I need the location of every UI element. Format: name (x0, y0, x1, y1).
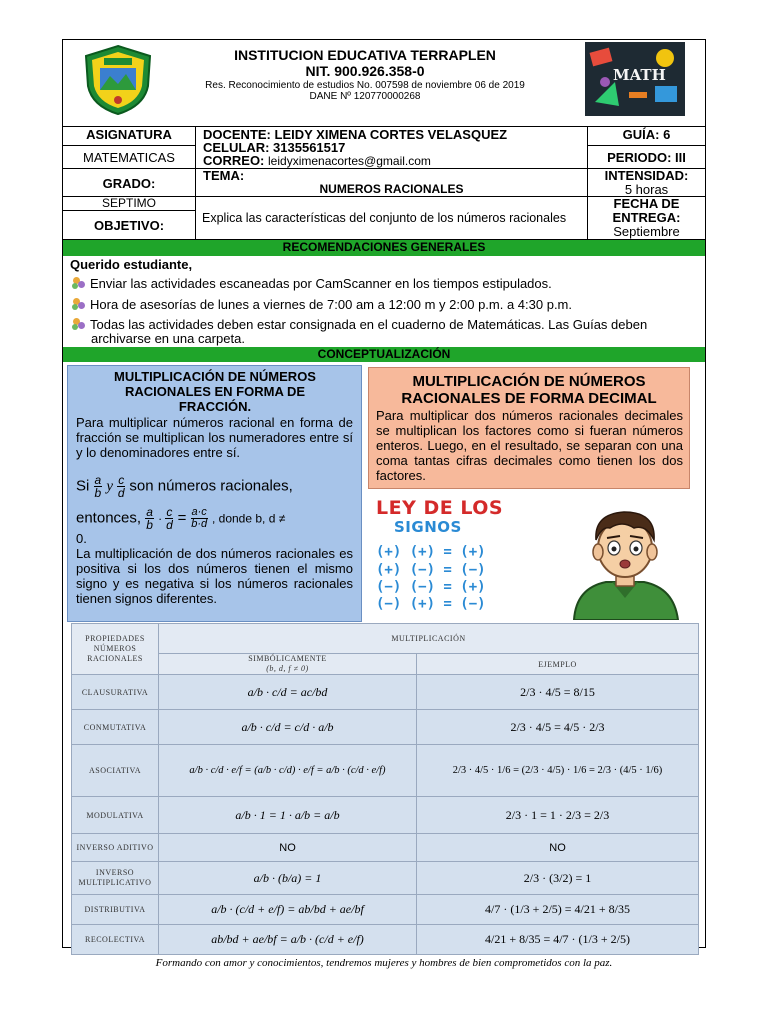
flower-bullet-icon (72, 298, 88, 311)
header-multiplication: MULTIPLICACIÓN (159, 624, 699, 654)
grado-value: SEPTIMO (101, 196, 156, 210)
docente-name: DOCENTE: LEIDY XIMENA CORTES VELASQUEZ (203, 127, 508, 142)
flower-bullet-icon (72, 318, 88, 331)
docente-celular: CELULAR: 3135561517 (203, 140, 346, 155)
fraction-box-title-2: RACIONALES EN FORMA DE (124, 384, 306, 399)
recomendaciones-greeting: Querido estudiante, (70, 257, 193, 272)
header-symbolic: SIMBÓLICAMENTE (b, d, f ≠ 0) (159, 654, 417, 675)
signs-title-1: LEY DE LOS (376, 497, 504, 519)
recomendacion-item-2: Hora de asesorías de lunes a viernes de 7:00 am a 12:00 m y 2:00 p.m. a 4:30 p.m. (72, 297, 692, 312)
math-logo (585, 42, 685, 116)
table-row: ASOCIATIVA a/b · c/d · e/f = (a/b · c/d) · e/f = a/b · (c/d · e/f) 2/3 · 4/5 · 1/6 = (2/3 · 4/5) · 1/6 = 2/3 · (4/5 · 1/6) (72, 745, 699, 797)
fraction-box-title-3: FRACCIÓN. (178, 399, 252, 414)
table-row: INVERSO MULTIPLICATIVO a/b · (b/a) = 1 2/3 · (3/2) = 1 (72, 862, 699, 895)
recomendacion-item-3-cont: archivarse en una carpeta. (91, 331, 245, 346)
fraction-box-p2: La multiplicación de dos números racionales es positiva si los dos números tienen el mismo signo y es negativa si los números racionales tienen signos diferentes. (76, 546, 353, 606)
math-logo-text: MATH (613, 66, 666, 84)
correo-label: CORREO: (203, 153, 265, 168)
signs-row-3: (−) (−) = (+) (376, 579, 486, 595)
signs-row-4: (−) (+) = (−) (376, 596, 486, 612)
tema-label: TEMA: (203, 168, 245, 183)
decimal-box-title-2: RACIONALES DE FORMA DECIMAL (401, 390, 657, 407)
correo-value: leidyximenacortes@gmail.com (268, 154, 431, 168)
school-name: INSTITUCION EDUCATIVA TERRAPLEN (234, 47, 496, 63)
conceptualizacion-bar (63, 347, 705, 362)
table-row: DISTRIBUTIVA a/b · (c/d + e/f) = ab/bd + ae/bf 4/7 · (1/3 + 2/5) = 4/21 + 8/35 (72, 895, 699, 925)
objetivo-value: Explica las características del conjunto de los números racionales (202, 211, 567, 225)
periodo: PERIODO: III (607, 150, 686, 165)
school-logo (78, 44, 158, 116)
intensidad-value: 5 horas (624, 182, 669, 197)
flower-bullet-icon (72, 277, 88, 290)
recomendacion-item-1: Enviar las actividades escaneadas por CamScanner en los tiempos estipulados. (72, 276, 692, 291)
fraction-definition: Si $\frac{a}{b}$ y $\frac{c}{d}$ son números racionales, (76, 473, 293, 500)
signs-title-2: SIGNOS (394, 518, 462, 536)
fraction-box-title-1: MULTIPLICACIÓN DE NÚMEROS (114, 369, 316, 384)
conceptualizacion-title: CONCEPTUALIZACIÓN (317, 347, 451, 361)
objetivo-label: OBJETIVO: (93, 218, 165, 233)
recomendaciones-bar (63, 240, 705, 256)
signs-row-1: (+) (+) = (+) (376, 544, 486, 560)
table-row: RECOLECTIVA ab/bd + ae/bf = a/b · (c/d + e/f) 4/21 + 8/35 = 4/7 · (1/3 + 2/5) (72, 925, 699, 955)
properties-table (71, 623, 699, 955)
table-row: MODULATIVA a/b · 1 = 1 · a/b = a/b 2/3 · 1 = 1 · 2/3 = 2/3 (72, 797, 699, 834)
decimal-box-title-1: MULTIPLICACIÓN DE NÚMEROS (412, 373, 646, 390)
docente-correo (203, 153, 431, 168)
fraction-a-over-b: $\frac{a}{b}$ (94, 473, 102, 500)
school-resolution: Res. Reconocimiento de estudios No. 007598 de noviembre 06 de 2019 (205, 80, 525, 91)
intensidad-label: INTENSIDAD: (604, 168, 689, 183)
header-properties: PROPIEDADES NÚMEROS RACIONALES (72, 624, 159, 675)
fecha-value: Septiembre (613, 224, 680, 239)
school-nit: NIT. 900.926.358-0 (305, 63, 425, 79)
decimal-box-text: Para multiplicar dos números racionales decimales se multiplican los factores como si fueran números enteros. Luego, en el resultado, se separan con una coma tantas cifras decimales como tienen los dos factores. (376, 408, 683, 483)
guia-number: GUÍA: 6 (622, 127, 671, 142)
fecha-label-2: ENTREGA: (612, 210, 681, 225)
table-row: CONMUTATIVA a/b · c/d = c/d · a/b 2/3 · 4/5 = 4/5 · 2/3 (72, 710, 699, 745)
fraction-c-over-d: $\frac{c}{d}$ (117, 473, 125, 500)
footer-slogan: Formando con amor y conocimientos, tendremos mujeres y hombres de bien comprometidos con la paz. (155, 957, 613, 969)
table-row: CLAUSURATIVA a/b · c/d = ac/bd 2/3 · 4/5 = 8/15 (72, 675, 699, 710)
school-dane: DANE Nº 120770000268 (309, 91, 421, 102)
signs-row-2: (+) (−) = (−) (376, 562, 486, 578)
recomendaciones-title: RECOMENDACIONES GENERALES (282, 240, 486, 254)
grado-label: GRADO: (102, 176, 156, 191)
table-row: INVERSO ADITIVO NO NO (72, 834, 699, 862)
header-example: EJEMPLO (417, 654, 699, 675)
fecha-label-1: FECHA DE (613, 196, 680, 211)
fraction-box-zero: 0. (76, 531, 87, 546)
fraction-box-p1: Para multiplicar números racional en forma de fracción se multiplican los numeradores entre sí y lo denominadores entre sí. (76, 415, 353, 460)
student-illustration (566, 506, 684, 620)
tema-value: NUMEROS RACIONALES (319, 182, 464, 196)
fraction-formula: entonces, $\frac{a}{b}$ · $\frac{c}{d}$ = $\frac{a\cdot c}{b\cdot d}$ , donde b, d ≠ (76, 505, 286, 532)
recomendacion-item-3: Todas las actividades deben estar consignada en el cuaderno de Matemáticas. Las Guías deben (72, 317, 692, 332)
asignatura-label: ASIGNATURA (86, 127, 172, 142)
asignatura-value: MATEMATICAS (83, 150, 175, 165)
